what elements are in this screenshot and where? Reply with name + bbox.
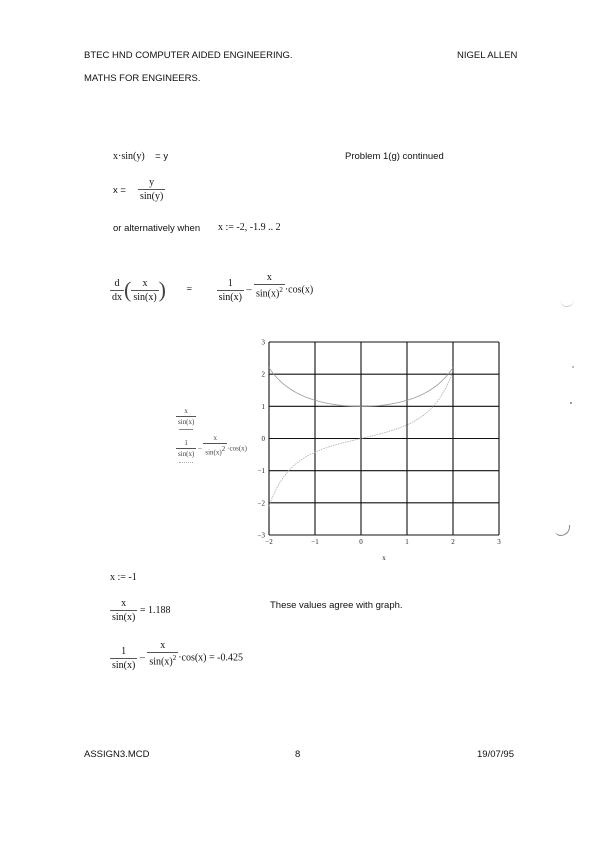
evaluation-f: $\frac{x}{\sin(x)}$ = 1.188 [112,598,171,623]
scan-dot-1 [572,366,574,368]
subject-title: MATHS FOR ENGINEERS. [84,73,201,84]
svg-text:2: 2 [261,370,265,379]
plot-legend [176,407,247,463]
implicit-equation [113,151,168,162]
footer-date: 19/07/95 [477,749,514,760]
legend-line-2 [179,462,193,463]
solved-lhs: x = [113,185,126,197]
svg-text:−1: −1 [257,467,265,476]
svg-text:2: 2 [451,538,455,546]
term-x-over-sinx-squared: $\frac{x}{\sin(x)^2}$ [255,272,283,300]
legend-series-2: $\frac{1}{\sin(x)}$ – $\frac{x}{\sin(x)2}$ ·cos(x) [178,434,248,459]
range-definition: x := -2, -1.9 .. 2 [218,222,281,233]
author-name: NIGEL ALLEN [457,50,518,61]
y-axis-ticks [258,339,266,540]
course-title: BTEC HND COMPUTER AIDED ENGINEERING. [84,50,293,61]
svg-text:−2: −2 [257,499,265,508]
assignment-x: x := -1 [110,572,137,583]
footer-page-number: 8 [295,749,301,760]
svg-text:3: 3 [261,338,265,347]
solved-equation [113,177,165,202]
legend-line-1 [179,429,193,430]
plot-grid [269,342,499,535]
implicit-rhs: = y [155,151,169,162]
f-result: = 1.188 [139,604,171,616]
x-axis-ticks [265,538,501,546]
derivative-result: ·cos(x) = -0.425 [178,652,243,664]
agreement-note: These values agree with graph. [270,600,403,611]
svg-text:−2: −2 [265,538,273,546]
derivative-equation: $\frac{d}{dx}$ ( $\frac{x}{\sin(x)}$ ) = $\frac{1}{\sin(x)}$ – $\frac{x}{\sin(x)^2}$ ·cos(x) [112,272,314,303]
range-intro: or alternatively when [113,223,201,234]
footer-filename: ASSIGN3.MCD [84,749,150,760]
svg-text:1: 1 [261,402,265,411]
scan-mark-bottom [555,525,570,536]
svg-text:−3: −3 [257,531,265,540]
svg-text:0: 0 [261,435,265,443]
implicit-lhs: x·sin(y) [113,151,145,162]
x-axis-label: x [382,554,386,562]
term-one-over-sinx: $\frac{1}{\sin(x)}$ [218,277,242,303]
scan-dot-2 [570,402,572,404]
legend-series-1: $\frac{x}{\sin(x)}$ [178,407,195,426]
evaluation-derivative: $\frac{1}{\sin(x)}$ – $\frac{x}{\sin(x)^2}$ ·cos(x) = -0.425 [112,640,243,671]
fraction-x-over-sinx: $\frac{x}{\sin(x)}$ [133,277,157,303]
svg-text:−1: −1 [311,538,319,546]
fraction-y-over-siny: $\frac{y}{\sin(y)}$ [139,177,164,202]
problem-label: Problem 1(g) continued [345,151,444,162]
function-plot [250,335,510,565]
svg-text:3: 3 [497,538,501,546]
scan-mark-top [560,300,574,307]
svg-text:1: 1 [405,538,409,546]
svg-text:0: 0 [359,538,363,546]
d-dx-operator: $\frac{d}{dx}$ [112,277,122,303]
